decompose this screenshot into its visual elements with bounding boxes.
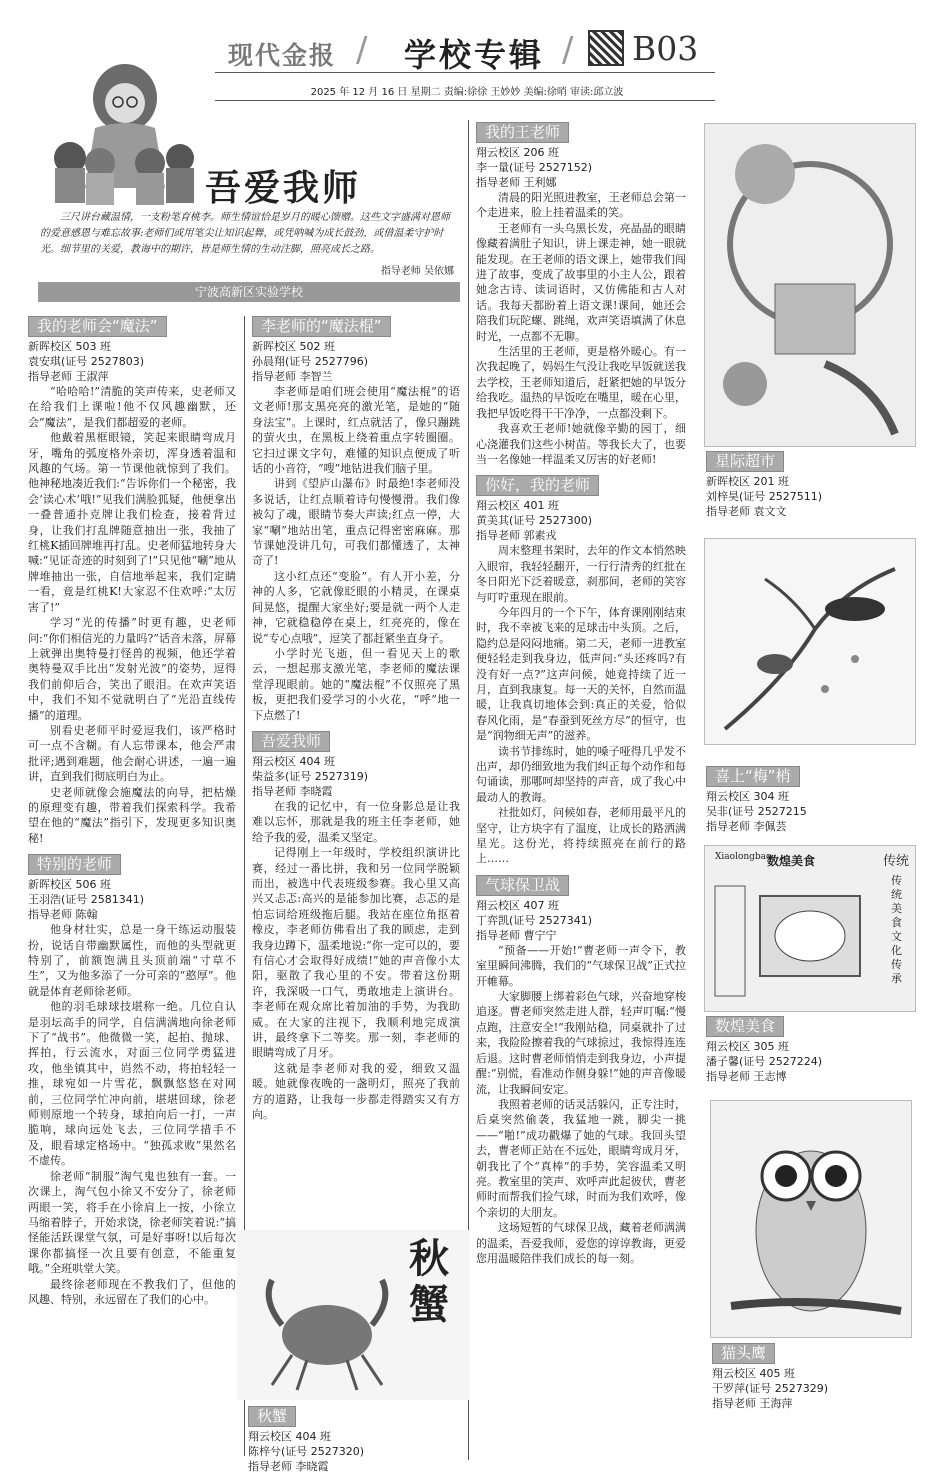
artwork-label: Xiaolongbao <box>715 852 772 862</box>
article-paragraph: 这小红点还“变脸”。有人开小差，分神的人多，它就像眨眼的小精灵，在课桌间晃悠，提醒大家坐好;要是就一两个人走神，它就稳稳停在桌上，红亮亮的，像在说“专心点哦”，逗笑了都赶紧坐直身子。 <box>252 569 460 645</box>
advising-teacher: 指导老师 王海萍 <box>712 1397 793 1410</box>
artwork-caption <box>706 451 822 519</box>
newspaper-name: 现代金报 <box>228 41 337 70</box>
advising-teacher: 指导老师 王淑萍 <box>28 370 109 383</box>
advising-teacher: 指导老师 王志博 <box>706 1070 787 1083</box>
author-name: 吴非(证号 2527215 <box>706 805 807 818</box>
author-class: 新晖校区 503 班 <box>28 340 111 353</box>
author-name: 丁弈凯(证号 2527341) <box>476 913 593 927</box>
artwork-label: 秋蟹 <box>409 1235 449 1328</box>
artwork-label: 数煌美食 <box>767 854 816 868</box>
masthead-divider: / <box>562 30 574 70</box>
article-paragraph: 社批如灯，问候如春，老师用最平凡的坚守，让方块字有了温度，让成长的路洒满星光。这份光，将持续照亮在前行的路上…… <box>476 806 686 866</box>
author-class: 翔云校区 404 班 <box>252 754 335 768</box>
author-name: 陈梓兮(证号 2527320) <box>248 1445 365 1458</box>
author-class: 翔云校区 407 班 <box>476 898 559 912</box>
author-class: 翔云校区 404 班 <box>248 1430 331 1443</box>
author-name: 刘梓昊(证号 2527511) <box>706 490 823 503</box>
article-paragraph: 我照着老师的话灵活躲闪，正专注时，后桌突然偷袭，我猛地一跳，脚尖一挑——“啪!”成功戳爆了她的气球。我回头望去，曹老师正站在不远处，眼睛弯成月牙，朝我比了个“真棒”的手势，笑容温柔又明亮。教室里的笑声、欢呼声此起彼伏，曹老师时而帮我们捡气球，时而为我们欢呼，像个亲切的大朋友。 <box>476 1097 686 1219</box>
school-banner: 宁波高新区实验学校 <box>38 282 460 302</box>
teacher-students-illustration <box>40 58 200 208</box>
article-heading: 气球保卫战 <box>476 875 569 896</box>
artwork-caption <box>712 1343 828 1411</box>
intro-teacher: 指导老师 吴依娜 <box>380 266 454 277</box>
advising-teacher: 指导老师 袁文文 <box>706 505 787 518</box>
article-paragraph: 他戴着黑框眼镜，笑起来眼睛弯成月牙，嘴角的弧度格外亲切，浑身透着温和风趣的气场。第一节课他就惊到了我们。他神秘地凑近我们:“告诉你们一个秘密，我会‘读心术’哦!”见我们满脸狐疑，他便拿出一叠普通扑克牌让我们检查，接着背过身，让我们打乱牌随意抽出一张，我抽了红桃K插回牌堆再打乱。史老师猛地转身大喊:“见证奇迹的时刻到了!”只见他“唰”地从牌堆抽出一张，自信地举起来，我们定睛一看，竟是红桃K!大家忍不住欢呼:“太厉害了!” <box>28 431 236 614</box>
article-paragraph: “哈哈哈!”清脆的笑声传来，史老师又在给我们上课啦!他不仅风趣幽默，还会“魔法”，是我们都超爱的老师。 <box>28 385 236 429</box>
author-class: 新晖校区 201 班 <box>706 475 789 488</box>
author-name: 王羽浩(证号 2581341) <box>28 893 145 907</box>
article-paragraph: 他的羽毛球球技堪称一绝。几位自认是羽坛高手的同学，自信满满地向徐老师下了“战书”。他微微一笑，起拍、抛球、挥拍，行云流水，对面三位同学勇猛进攻，他坐镇其中，岿然不动，将拍轻轻一推，球宛如一片雪花，飘飘悠悠在对网前，三位同学忙冲向前，堪堪回球，徐老师则原地一个转身，球拍向后一打，一声脆响，球向远处飞去，三位同学措手不及，眼看球定格场中。“独孤求败”果然名不虚传。 <box>28 1000 236 1168</box>
article-paragraph: 小学时光飞逝，但一看见天上的歌云，一想起那支激光笔，李老师的魔法课堂浮现眼前。她的“魔法棍”不仅照亮了黑板，更把我们爱学习的小火花，“呼”地一下点燃了! <box>252 646 460 722</box>
artwork-title: 秋蟹 <box>248 1406 296 1427</box>
artwork-caption <box>706 766 807 834</box>
article-paragraph: 生活里的王老师，更是格外暖心。有一次我起晚了，妈妈生气没让我吃早饭就送我去学校，王老师知道后，赶紧把她的早饭分给我吃。温热的早饭吃在嘴里，暖在心里，我把早饭吃得干干净净，一点都没剩下。 <box>476 345 686 420</box>
article-paragraph: “预备——开始!”曹老师一声令下，教室里瞬间沸腾，我们的“气球保卫战”正式拉开帷幕。 <box>476 943 686 988</box>
artwork-interstellar-supermarket <box>704 123 916 447</box>
author-name: 柴益多(证号 2527319) <box>252 769 369 783</box>
feature-title: 吾爱我师 <box>205 167 362 209</box>
author-class: 翔云校区 401 班 <box>476 499 559 513</box>
advising-teacher: 指导老师 王利娜 <box>476 176 557 189</box>
artwork-label: 传统 <box>883 854 910 869</box>
artwork-label: 传统美食 文化传承 <box>891 874 902 985</box>
article <box>252 731 460 1123</box>
author-class: 翔云校区 305 班 <box>706 1040 789 1053</box>
artwork-caption <box>248 1406 364 1474</box>
author-name: 黄美其(证号 2527300) <box>476 514 593 528</box>
author-name: 袁安琪(证号 2527803) <box>28 355 145 368</box>
divider <box>215 72 715 73</box>
author-name: 潘子馨(证号 2527224) <box>706 1055 823 1068</box>
article-paragraph: 大家脚腰上绑着彩色气球，兴奋地穿梭追逐。曹老师突然走进人群，轻声叮嘱:“慢点跑，注意安全!”我刚站稳，同桌就扑了过来，我险险擦着我的气球掠过，我惊得连连后退。这时曹老师悄悄走到我身边，小声提醒:“别慌，看准动作侧身躲!”她的声音像暖流，让我瞬间安定。 <box>476 990 686 1096</box>
article-paragraph: 周末整理书架时，去年的作文本悄然映入眼帘，我轻轻翻开，一行行清秀的红批在冬日阳光下泛着暖意，刹那间，老师的笑容与叮咛重现在眼前。 <box>476 544 686 604</box>
artwork-food <box>704 845 916 1012</box>
artwork-title: 星际超市 <box>706 451 784 472</box>
advising-teacher: 指导老师 李智兰 <box>252 370 333 383</box>
author-name: 干罗萍(证号 2527329) <box>712 1382 829 1395</box>
artwork-owl <box>710 1100 912 1338</box>
advising-teacher: 指导老师 李晓霞 <box>248 1460 329 1473</box>
article-paragraph: 这场短暂的气球保卫战，藏着老师满满的温柔，吾爱我师，爱您的谆谆教诲，更爱您用温暖陪伴我们成长的每一刻。 <box>476 1221 686 1265</box>
author-class: 翔云校区 405 班 <box>712 1367 795 1380</box>
author-class: 翔云校区 206 班 <box>476 146 559 159</box>
article-paragraph: 学习“光的传播”时更有趣，史老师问:“你们相信光的力量吗?”话音未落，屏幕上就弹出奥特曼打怪兽的视频，他还学着奥特曼双手比出“发射光波”的姿势，逗得我们前仰后合，笑出了眼泪。在欢声笑语中，我们不知不觉就明白了“光沿直线传播”的道理。 <box>28 616 236 722</box>
artwork-plum-magpie <box>704 538 916 745</box>
masthead-divider: / <box>356 30 368 70</box>
article-paragraph: 他身材壮实，总是一身干练运动服装扮，说话自带幽默属性，而他的头型就更特别了，前额饱满且头顶前端“寸草不生”，又为他多添了一分可亲的“憨厚”。他就是体育老师徐老师。 <box>28 923 236 998</box>
article-heading: 我的王老师 <box>476 122 569 143</box>
article-paragraph: 读书节排练时，她的嗓子哑得几乎发不出声，却仍细致地为我们纠正每个动作和每句诵读，那哪呵却坚持的声音，成了我心中最动人的教诲。 <box>476 744 686 804</box>
article-heading: 你好，我的老师 <box>476 475 599 496</box>
column-2 <box>252 316 460 1130</box>
article-heading: 我的老师会“魔法” <box>28 316 167 337</box>
article-paragraph: 这就是李老师对我的爱，细致又温暖。她就像夜晚的一盏明灯，照亮了我前方的道路，让我每一步都走得踏实又有方向。 <box>252 1061 460 1122</box>
article-paragraph: 我喜欢王老师!她就像辛勤的园丁，细心浇灌我们这些小树苗。等我长大了，也要当一名像她一样温柔又厉害的好老师! <box>476 422 686 466</box>
author-name: 孙晨翔(证号 2527796) <box>252 355 369 368</box>
dateline: 2025 年 12 月 16 日 星期二 责编:徐徐 王妙妙 美编:徐哨 审读:邱立波 <box>310 87 624 98</box>
artwork-title: 喜上“梅”梢 <box>706 766 800 787</box>
divider <box>215 100 715 101</box>
article-paragraph: 别看史老师平时爱逗我们，该严格时可一点不含糊。有人忘带课本，他会严肃批评;遇到难题，他会耐心讲述，一遍一遍讲，直到我们彻底明白为止。 <box>28 723 236 784</box>
artwork-title: 猫头鹰 <box>712 1343 775 1364</box>
article <box>28 854 236 1307</box>
article <box>252 316 460 723</box>
article-paragraph: 在我的记忆中，有一位身影总是让我难以忘怀，那就是我的班主任李老师，她给予我的爱，温柔又坚定。 <box>252 799 460 844</box>
article <box>476 122 686 467</box>
column-3 <box>476 122 686 1274</box>
section-title: 学校专辑 <box>404 36 545 74</box>
article-heading: 李老师的“魔法棍” <box>252 316 391 337</box>
artwork-title: 数煌美食 <box>706 1016 784 1037</box>
qr-code-icon[interactable] <box>588 30 624 66</box>
advising-teacher: 指导老师 李晓霞 <box>252 784 333 798</box>
article-paragraph: 讲到《望庐山瀑布》时最绝!李老师没多说话，让红点顺着诗句慢慢滑。我们像被勾了魂，眼睛节奏大声读;红点一停，大家“唰”地站出笔，重点记得密密麻麻。那节课她没讲几句，可我们都懂透了，太神奇了! <box>252 477 460 568</box>
article-paragraph: 最终徐老师现在不教我们了，但他的风趣、特别，永远留在了我们的心中。 <box>28 1277 236 1306</box>
article <box>28 316 236 846</box>
advising-teacher: 指导老师 李佩芸 <box>706 820 787 833</box>
article <box>476 475 686 867</box>
article-paragraph: 王老师有一头乌黑长发，亮晶晶的眼睛像藏着满肚子知识，讲上课走神，她一眼就能发现。在王老师的语文课上，她带我们闯进了故事，变成了故事里的小主人公，跟着她念古诗、读词语时，又仿佛能和古人对话。我每天都盼着上语文课!课间，她还会陪我们玩陀螺、跳绳，欢声笑语填满了休息时光，一点都不无聊。 <box>476 221 686 343</box>
article-heading: 特别的老师 <box>28 854 121 875</box>
article-paragraph: 清晨的阳光照进教室，王老师总会第一个走进来，脸上挂着温柔的笑。 <box>476 191 686 220</box>
article-paragraph: 记得刚上一年级时，学校组织演讲比赛，经过一番比拼，我和另一位同学脱颖而出，被选中代表班级参赛。我心里又高兴又忐忑:高兴的是能参加比赛，忐忑的是怕忘词给班级拖后腿。我站在座位角抠着橡皮，李老师仿佛看出了我的顾虑，走到我身边蹲下，温柔地说:“你一定可以的，要有信心才会取得好成绩!”她的声音像小太阳，驱散了我心里的不安。带着这份期许，我深吸一口气，勇敢地走上演讲台。李老师在观众席比着加油的手势，为我助威。在大家的注视下，我顺利地完成演讲，最终拿下二等奖。那一刻，李老师的眼睛弯成了月牙。 <box>252 846 460 1060</box>
advising-teacher: 指导老师 曹宁宁 <box>476 928 557 942</box>
column-1 <box>28 316 236 1315</box>
advising-teacher: 指导老师 郭素戎 <box>476 529 557 543</box>
artwork-autumn-crab <box>237 1230 469 1400</box>
article-paragraph: 史老师就像会施魔法的向导，把枯燥的原理变有趣，带着我们探索科学。我希望在他的“魔法”指引下，发现更多知识奥秘! <box>28 785 236 845</box>
article-paragraph: 今年四月的一个下午，体育课刚刚结束时，我不幸被飞来的足球击中头顶。之后，隐约总是闷闷地痛。第二天，老师一进教室便轻轻走到我身边，低声问:“头还疼吗?有没有好一点?”这声问候，她竟持续了近一月，直到我康复。每一天的关怀，自然而温暖，让我真切地体会到:真正的关爱，恰似春风化雨，是“春蚕到死丝方尽”的恒守，也是“润物细无声”的滋养。 <box>476 605 686 743</box>
article-paragraph: 徐老师“制服”淘气鬼也独有一套。一次课上，淘气包小徐又不安分了，徐老师两眼一笑，将手在小徐肩上一按，小徐立马缩着脖子，开始求饶，徐老师笑着说:“搞怪能活跃课堂气氛，可是好事呀!以后每次课你都搞怪一次且要有创意，不能重复哦。”全班哄堂大笑。 <box>28 1169 236 1276</box>
page-number: B03 <box>632 29 699 68</box>
author-name: 李一量(证号 2527152) <box>476 161 593 174</box>
advising-teacher: 指导老师 陈翰 <box>28 908 98 922</box>
intro-paragraph: 三尺讲台藏温情，一支粉笔育桃李。师生情谊恰是岁月的暖心馈赠。这些文字盛满对恩师的爱意感恩与难忘故事:老师们或用笔尖让知识起舞，或凭呐喊为成长鼓劲，或借温柔守护时光。细节里的关爱，教诲中的期许，皆是师生情的生动注脚，照亮成长之路。 <box>40 212 450 255</box>
author-class: 翔云校区 304 班 <box>706 790 789 803</box>
artwork-caption <box>706 1016 822 1084</box>
article <box>476 875 686 1267</box>
article-heading: 吾爱我师 <box>252 731 330 752</box>
author-class: 新晖校区 506 班 <box>28 878 111 892</box>
article-paragraph: 李老师是咱们班会使用“魔法棍”的语文老师!那支黑亮亮的激光笔，是她的“随身法宝”。上课时，红点就活了，像只蹦跳的萤火虫，在黑板上绕着重点字转圈圈。它扫过课文字句，难懂的知识点便成了听话的小音符，“嗖”地钻进我们脑子里。 <box>252 385 460 476</box>
author-class: 新晖校区 502 班 <box>252 340 335 353</box>
